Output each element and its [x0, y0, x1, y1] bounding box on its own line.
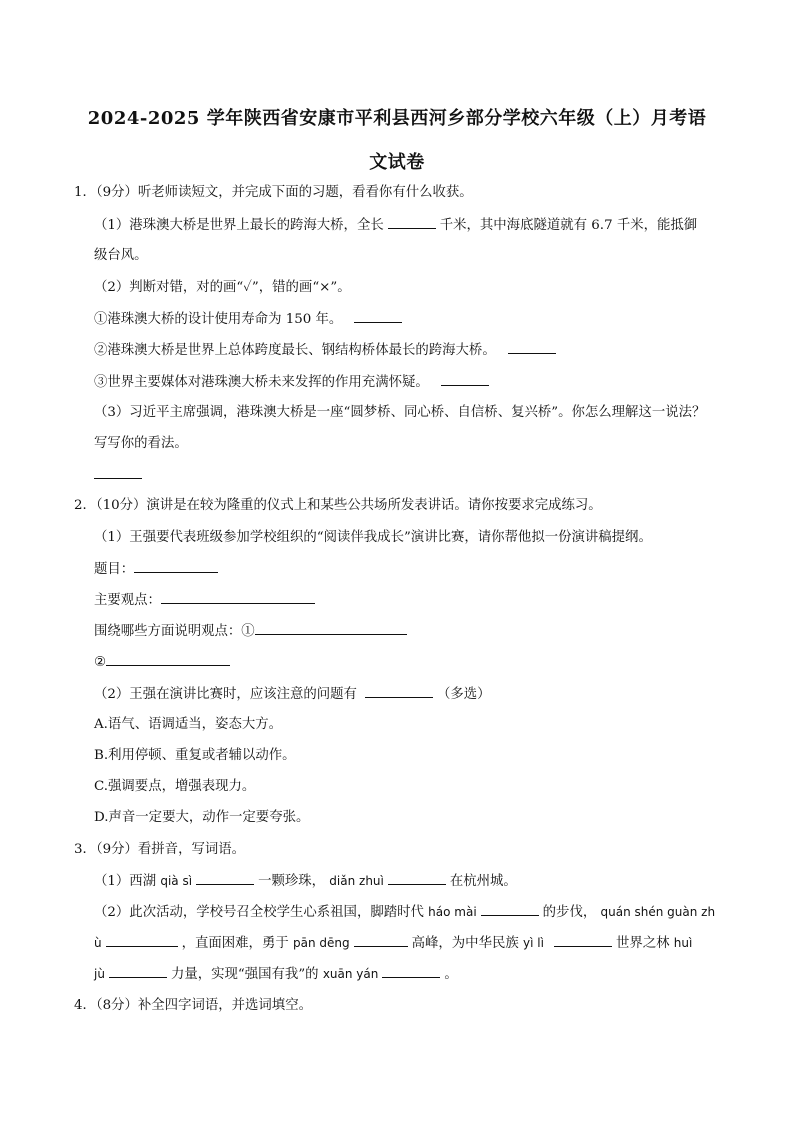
- q2-stem: 2．（10分）演讲是在较为隆重的仪式上和某些公共场所发表讲话。请你按要求完成练习。: [74, 498, 602, 513]
- q1-judge-2: [94, 341, 560, 360]
- q1-judge-1-blank[interactable]: [354, 310, 402, 323]
- q2-option-b: B.利用停顿、重复或者辅以动作。: [94, 748, 296, 763]
- q3-blank-haomai[interactable]: [481, 903, 539, 916]
- q1-part3-line1: （3）习近平主席强调，港珠澳大桥是一座“圆梦桥、同心桥、自信桥、复兴桥”。你怎么理解这一说法？: [94, 405, 706, 420]
- q1-stem: 1．（9分）听老师读短文，并完成下面的习题，看看你有什么收获。: [74, 185, 473, 200]
- q3-l2-text-b: 的步伐，: [542, 905, 597, 920]
- q3-l1-text-a: （1）西湖: [94, 874, 157, 889]
- q2-aspect1-blank[interactable]: [255, 622, 407, 635]
- q1-judge-3-blank[interactable]: [441, 373, 489, 386]
- q2-topic-blank[interactable]: [134, 560, 218, 573]
- q3-pinyin-xuanyan: xuān yán: [322, 967, 379, 981]
- q3-pinyin-quanshenguanzhu-a: quán shén guàn zh: [600, 905, 716, 919]
- q3-blank-dianzhui[interactable]: [388, 872, 446, 885]
- q3-blank-pandeng[interactable]: [354, 934, 408, 947]
- q4-stem: 4．（8分）补全四字词语，并选词填空。: [74, 998, 312, 1013]
- q3-l1-text-c: 在杭州城。: [449, 874, 517, 889]
- q2-part2-text: （2）王强在演讲比赛时，应该注意的问题有: [94, 687, 357, 702]
- q2-aspect1-row: [94, 622, 411, 641]
- q2-aspects-label: 围绕哪些方面说明观点：①: [94, 624, 255, 639]
- q3-pinyin-dianzhui: diǎn zhuì: [329, 874, 384, 888]
- q3-line3: [94, 934, 692, 953]
- q2-part2-blank[interactable]: [365, 685, 433, 698]
- q2-option-a: A.语气、语调适当，姿态大方。: [94, 717, 283, 732]
- q3-line4: [94, 965, 458, 984]
- q2-aspect2-blank[interactable]: [106, 653, 230, 666]
- q3-blank-qiasi[interactable]: [196, 872, 254, 885]
- q3-blank-huiju[interactable]: [109, 965, 167, 978]
- q2-view-blank[interactable]: [161, 591, 315, 604]
- q1-part1-text-b: 千米，其中海底隧道就有 6.7 千米，能抵御: [439, 218, 698, 233]
- q3-l3-text-b: 高峰，为中华民族: [411, 936, 519, 951]
- q3-pinyin-pandeng: pān dēng: [293, 936, 350, 950]
- q2-part2-suffix: （多选）: [436, 687, 491, 702]
- q3-blank-quanshenguanzhu[interactable]: [106, 934, 178, 947]
- q2-view-row: [94, 591, 319, 610]
- q3-l4-text-a: 力量，实现“强国有我”的: [170, 967, 319, 982]
- q3-blank-xuanyan[interactable]: [382, 965, 440, 978]
- q2-aspect2-row: [94, 653, 234, 672]
- q1-judge-3-text: ③世界主要媒体对港珠澳大桥未来发挥的作用充满怀疑。: [94, 375, 429, 390]
- q1-part1-text-c: 级台风。: [94, 248, 148, 263]
- q3-pinyin-haomai: háo mài: [428, 905, 477, 919]
- q1-judge-3: [94, 373, 493, 392]
- q3-pinyin-quanshenguanzhu-b: ù: [94, 936, 102, 950]
- q2-part2-row: [94, 685, 491, 704]
- q2-option-d: D.声音一定要大，动作一定要夸张。: [94, 810, 310, 825]
- exam-title-line2: 文试卷: [369, 152, 425, 173]
- q3-pinyin-qiasi: qià sì: [160, 874, 193, 888]
- q3-l1-text-b: 一颗珍珠，: [258, 874, 326, 889]
- q3-pinyin-yili: yì lì: [523, 936, 544, 950]
- q3-pinyin-huiju-a: huì: [673, 936, 693, 950]
- q1-part1-line1: [94, 216, 697, 235]
- q3-blank-yili[interactable]: [554, 934, 612, 947]
- q1-judge-1-text: ①港珠澳大桥的设计使用寿命为 150 年。: [94, 312, 343, 327]
- q1-length-blank[interactable]: [388, 216, 436, 229]
- q1-part3-line2: 写写你的看法。: [94, 436, 188, 451]
- q1-part3-blank[interactable]: [94, 466, 142, 479]
- q1-judge-2-blank[interactable]: [508, 341, 556, 354]
- q3-l3-text-c: 世界之林: [615, 936, 670, 951]
- q3-line2: [94, 903, 715, 922]
- q2-option-c: C.强调要点，增强表现力。: [94, 779, 256, 794]
- q3-pinyin-huiju-b: jù: [94, 967, 105, 981]
- q2-view-label: 主要观点：: [94, 593, 161, 608]
- exam-title-line1: 2024-2025 学年陕西省安康市平利县西河乡部分学校六年级（上）月考语: [87, 108, 707, 129]
- q1-part2-instruction: （2）判断对错，对的画“✓”，错的画“×”。: [94, 280, 351, 295]
- q1-part1-text-a: （1）港珠澳大桥是世界上最长的跨海大桥，全长: [94, 218, 384, 233]
- q2-topic-label: 题目：: [94, 562, 135, 577]
- q2-part1: （1）王强要代表班级参加学校组织的“阅读伴我成长”演讲比赛，请你帮他拟一份演讲稿提纲。: [94, 530, 652, 545]
- q3-l2-text-a: （2）此次活动，学校号召全校学生心系祖国，脚踏时代: [94, 905, 424, 920]
- q1-part3-answer-line[interactable]: [94, 466, 142, 485]
- q3-stem: 3．（9分）看拼音，写词语。: [74, 842, 246, 857]
- q1-judge-2-text: ②港珠澳大桥是世界上总体跨度最长、钢结构桥体最长的跨海大桥。: [94, 343, 496, 358]
- q3-l3-text-a: ，直面困难，勇于: [181, 936, 289, 951]
- q3-line1: [94, 872, 517, 891]
- q2-topic-row: [94, 560, 222, 579]
- q1-judge-1: [94, 310, 406, 329]
- q2-aspect2-label: ②: [94, 655, 107, 670]
- q3-l4-text-b: 。: [444, 967, 458, 982]
